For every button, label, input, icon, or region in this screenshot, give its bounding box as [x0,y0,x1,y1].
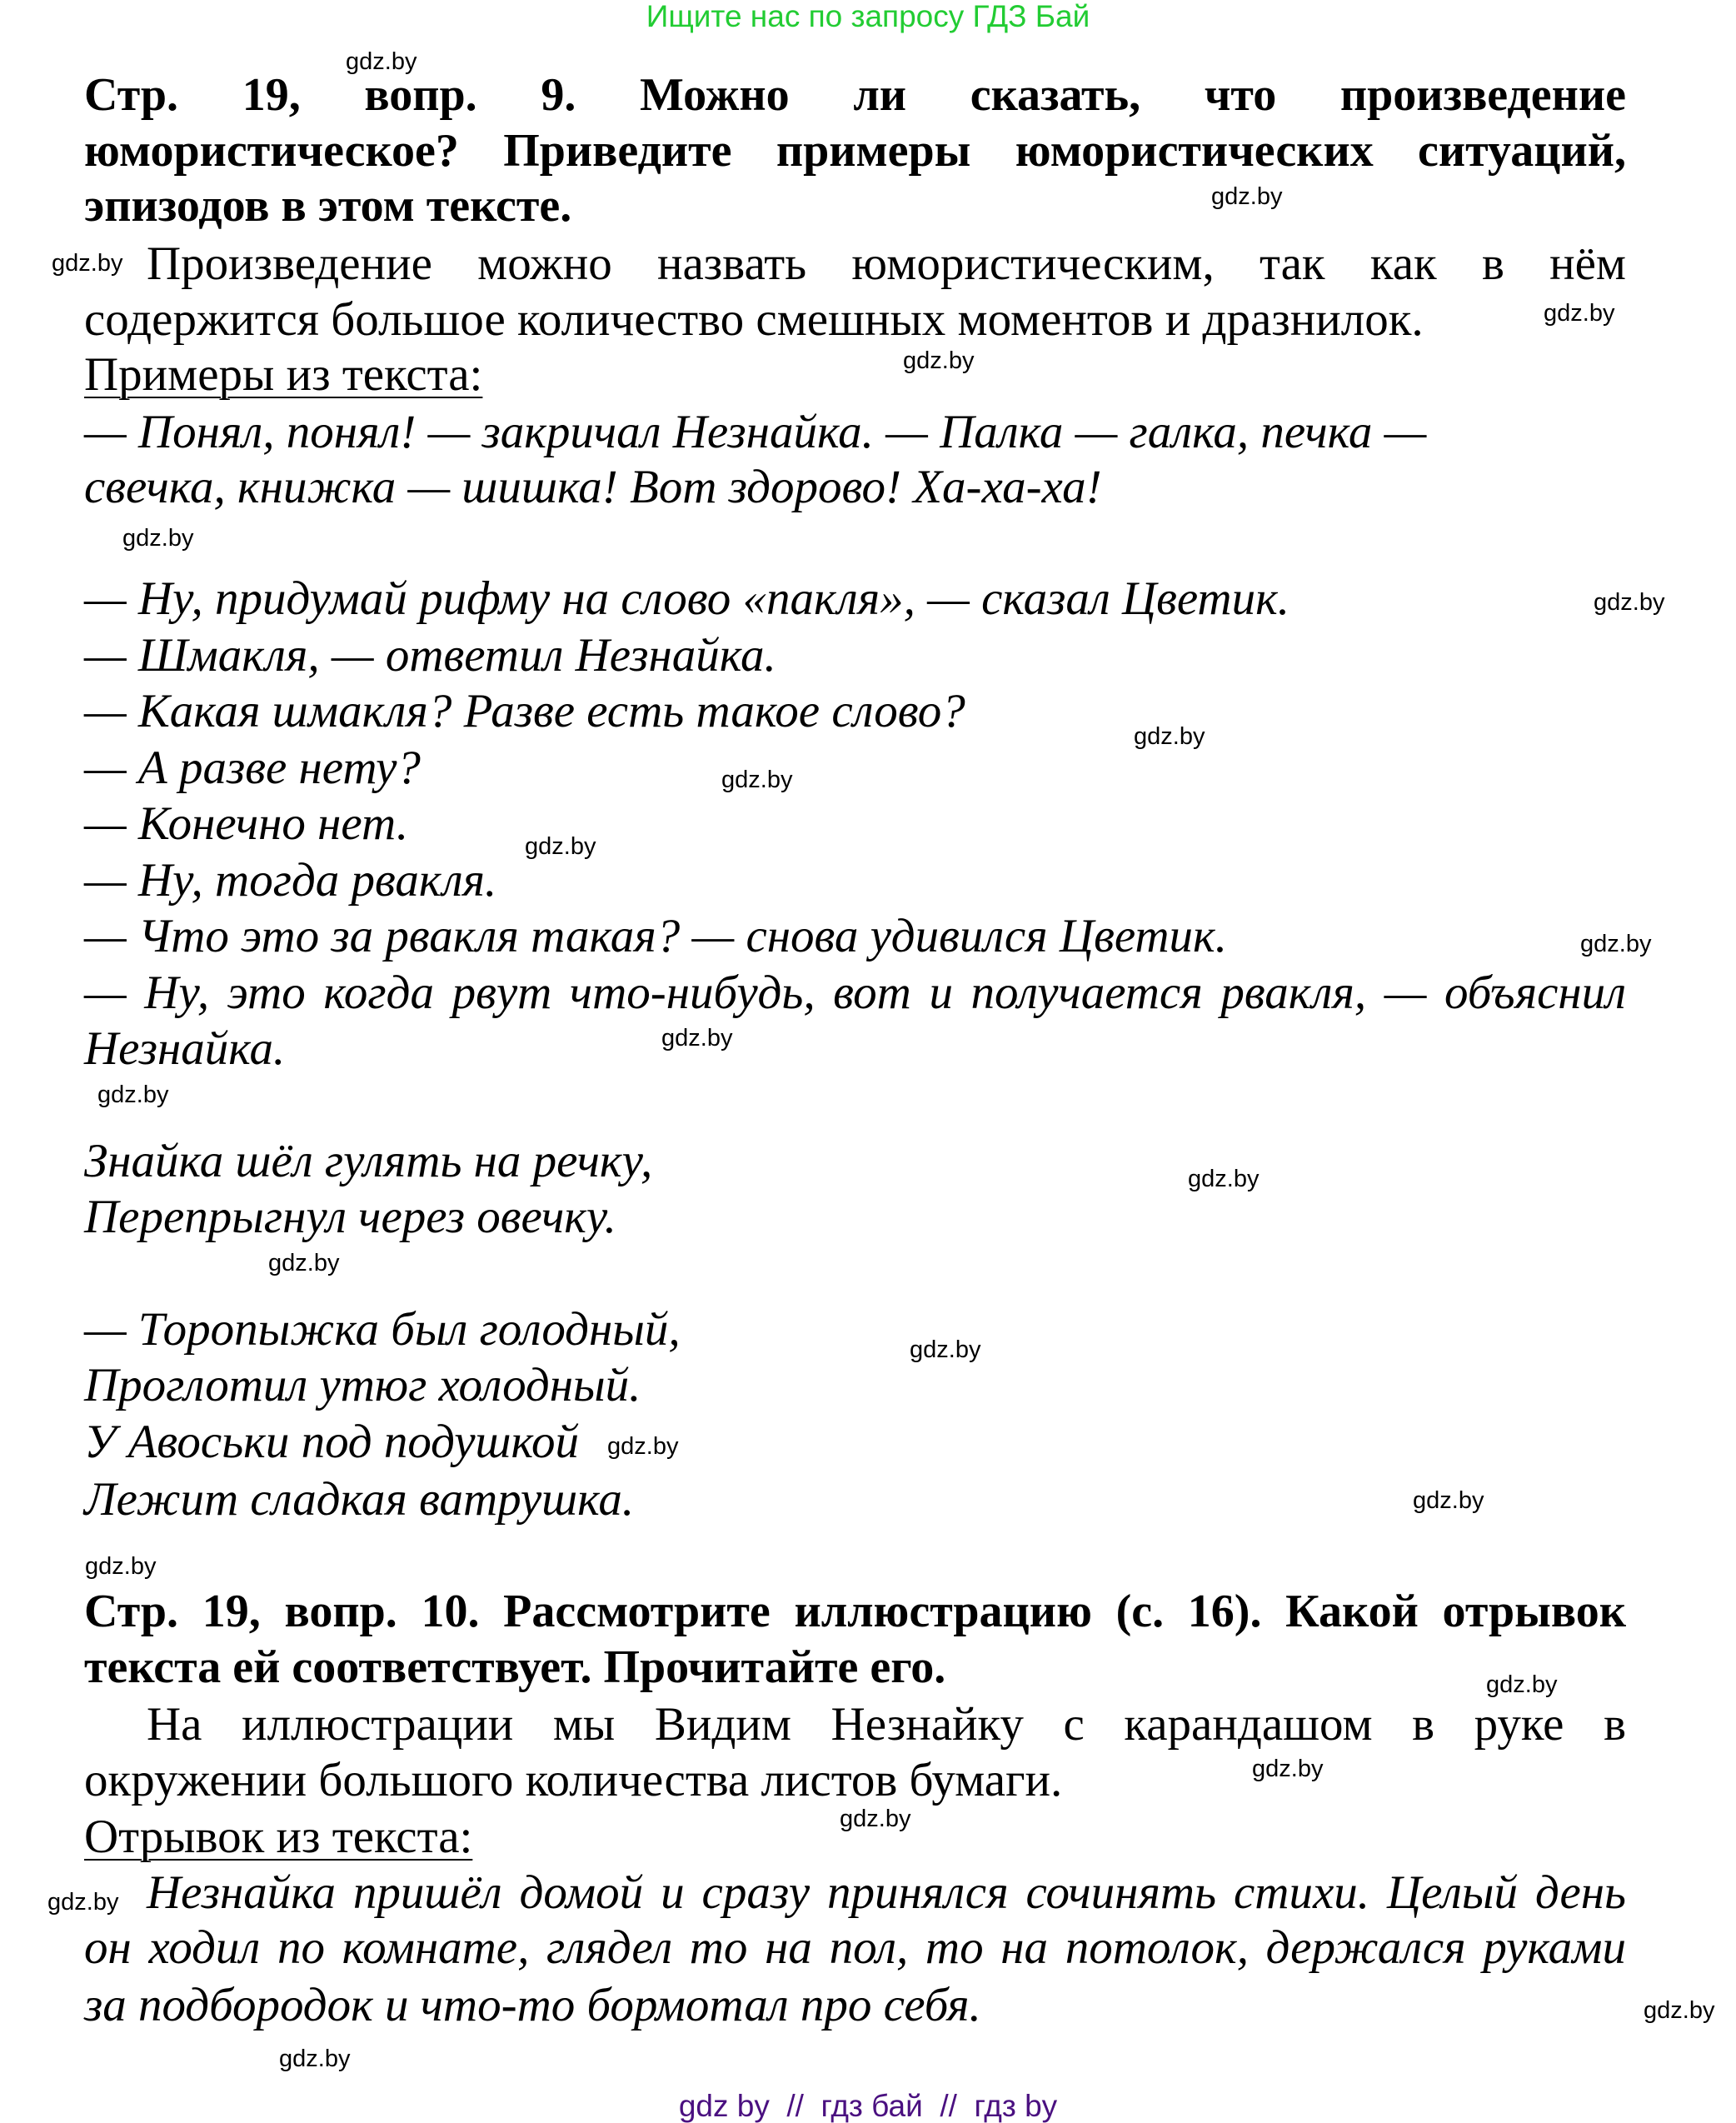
watermark: gdz.by [1644,1997,1715,2024]
watermark: gdz.by [840,1806,911,1832]
excerpt-line: Незнайка пришёл домой и сразу принялся сочинять стихи. Целый день [147,1866,1626,1919]
quote-line: Незнайка. [84,1022,286,1075]
q10-heading-line: текста ей соответствует. Прочитайте его. [84,1641,946,1693]
watermark: gdz.by [1486,1671,1558,1698]
watermark: gdz.by [910,1336,981,1363]
watermark: gdz.by [47,1889,119,1916]
search-banner: Ищите нас по запросу ГДЗ Бай [646,0,1090,33]
examples-label-text: Примеры из текста: [84,348,483,401]
q10-heading-line: Стр. 19, вопр. 10. Рассмотрите иллюстрацию (с. 16). Какой отрывок [84,1586,1626,1637]
quote-line: — Понял, понял! — закричал Незнайка. — Палка — галка, печка — [84,406,1427,458]
watermark: gdz.by [1544,300,1615,327]
watermark: gdz.by [1594,589,1665,616]
quote-line: свечка, книжка — шишка! Вот здорово! Ха-ха-ха! [84,461,1102,513]
watermark: gdz.by [721,767,793,793]
poem-line: Перепрыгнул через овечку. [84,1191,616,1243]
watermark: gdz.by [279,2046,351,2072]
watermark: gdz.by [1252,1756,1324,1782]
watermark: gdz.by [903,347,975,374]
watermark: gdz.by [346,48,417,75]
watermark: gdz.by [1580,931,1652,957]
q10-answer-line: На иллюстрации мы Видим Незнайку с карандашом в руке в [147,1698,1626,1751]
watermark: gdz.by [525,833,596,860]
quote-line: — Ну, придумай рифму на слово «пакля», — сказал Цветик. [84,572,1290,625]
q9-heading-line: юмористическое? Приведите примеры юмористических ситуаций, [84,125,1626,177]
excerpt-line: за подбородок и что-то бормотал про себя. [84,1979,981,2031]
watermark: gdz.by [52,250,123,277]
quote-line: — А разве нету? [84,742,421,794]
examples-label [84,347,1626,402]
footer-banner: gdz by // гдз бай // гдз by [678,2089,1058,2123]
excerpt-line: он ходил по комнате, глядел то на пол, то на потолок, держался руками [84,1921,1626,1974]
quote-line: — Какая шмакля? Разве есть такое слово? [84,685,965,737]
poem-line: Лежит сладкая ватрушка. [84,1473,635,1526]
watermark: gdz.by [97,1081,169,1108]
watermark: gdz.by [607,1433,679,1460]
watermark: gdz.by [122,525,194,552]
q9-answer-line: содержится большое количество смешных моментов и дразнилок. [84,293,1424,346]
excerpt-label-text: Отрывок из текста: [84,1811,473,1863]
watermark: gdz.by [1134,723,1205,750]
poem-line: У Авоськи под подушкой [84,1416,580,1468]
watermark: gdz.by [85,1553,157,1580]
quote-line: — Конечно нет. [84,797,409,850]
quote-line: — Ну, это когда рвут что-нибудь, вот и получается рвакля, — объяснил [84,967,1626,1019]
poem-line: Знайка шёл гулять на речку, [84,1135,653,1187]
q10-answer-line: окружении большого количества листов бумаги. [84,1754,1063,1806]
quote-line: — Что это за рвакля такая? — снова удивился Цветик. [84,910,1227,962]
q9-heading-line: Стр. 19, вопр. 9. Можно ли сказать, что произведение [84,69,1626,121]
poem-line: Проглотил утюг холодный. [84,1359,641,1411]
watermark: gdz.by [1188,1166,1260,1192]
watermark: gdz.by [1413,1487,1484,1514]
watermark: gdz.by [661,1025,733,1052]
q9-heading-line: эпизодов в этом тексте. [84,180,572,232]
quote-line: — Шмакля, — ответил Незнайка. [84,629,776,682]
quote-line: — Ну, тогда рвакля. [84,854,497,907]
poem-line: — Торопыжка был голодный, [84,1303,681,1356]
q9-answer-line: Произведение можно назвать юмористическим, так как в нём [147,237,1626,290]
watermark: gdz.by [1211,183,1283,210]
watermark: gdz.by [268,1250,340,1276]
